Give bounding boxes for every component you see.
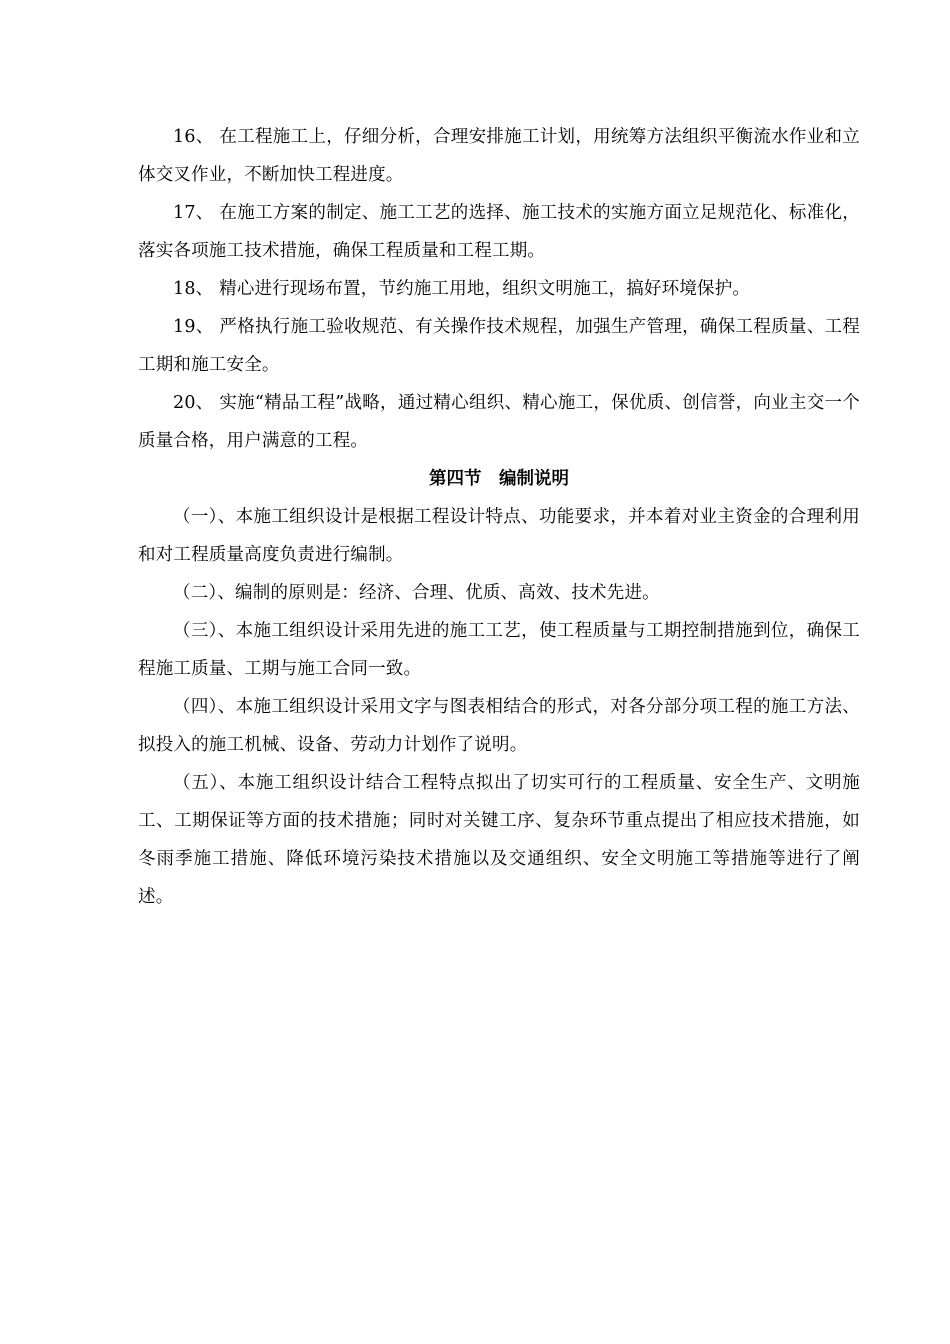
list-item-19: 19、 严格执行施工验收规范、有关操作技术规程，加强生产管理，确保工程质量、工程工期和施工安全。 — [138, 317, 860, 375]
list-item-17: 17、 在施工方案的制定、施工工艺的选择、施工技术的实施方面立足规范化、标准化，落实各项施工技术措施，确保工程质量和工程工期。 — [138, 203, 860, 261]
list-item-16: 16、 在工程施工上，仔细分析，合理安排施工计划，用统筹方法组织平衡流水作业和立体交叉作业，不断加快工程进度。 — [138, 127, 860, 185]
list-item-20: 20、 实施“精品工程”战略，通过精心组织、精心施工，保优质、创信誉，向业主交一个质量合格，用户满意的工程。 — [138, 393, 860, 451]
section-paragraph-1: （一）、本施工组织设计是根据工程设计特点、功能要求，并本着对业主资金的合理利用和对工程质量高度负责进行编制。 — [138, 507, 860, 565]
list-item-18: 18、 精心进行现场布置，节约施工用地，组织文明施工，搞好环境保护。 — [173, 279, 751, 299]
section-heading: 第四节 编制说明 — [429, 469, 569, 489]
section-paragraph-4: （四）、本施工组织设计采用文字与图表相结合的形式，对各分部分项工程的施工方法、拟投入的施工机械、设备、劳动力计划作了说明。 — [138, 697, 860, 755]
section-paragraph-5: （五）、本施工组织设计结合工程特点拟出了切实可行的工程质量、安全生产、文明施工、工期保证等方面的技术措施；同时对关键工序、复杂环节重点提出了相应技术措施，如冬雨季施工措施、降低环境污染技术措施以及交通组织、安全文明施工等措施等进行了阐述。 — [138, 773, 860, 907]
section-paragraph-2: （二）、编制的原则是：经济、合理、优质、高效、技术先进。 — [173, 583, 660, 603]
document-body — [138, 118, 860, 916]
section-paragraph-3: （三）、本施工组织设计采用先进的施工工艺，使工程质量与工期控制措施到位，确保工程施工质量、工期与施工合同一致。 — [138, 621, 860, 679]
